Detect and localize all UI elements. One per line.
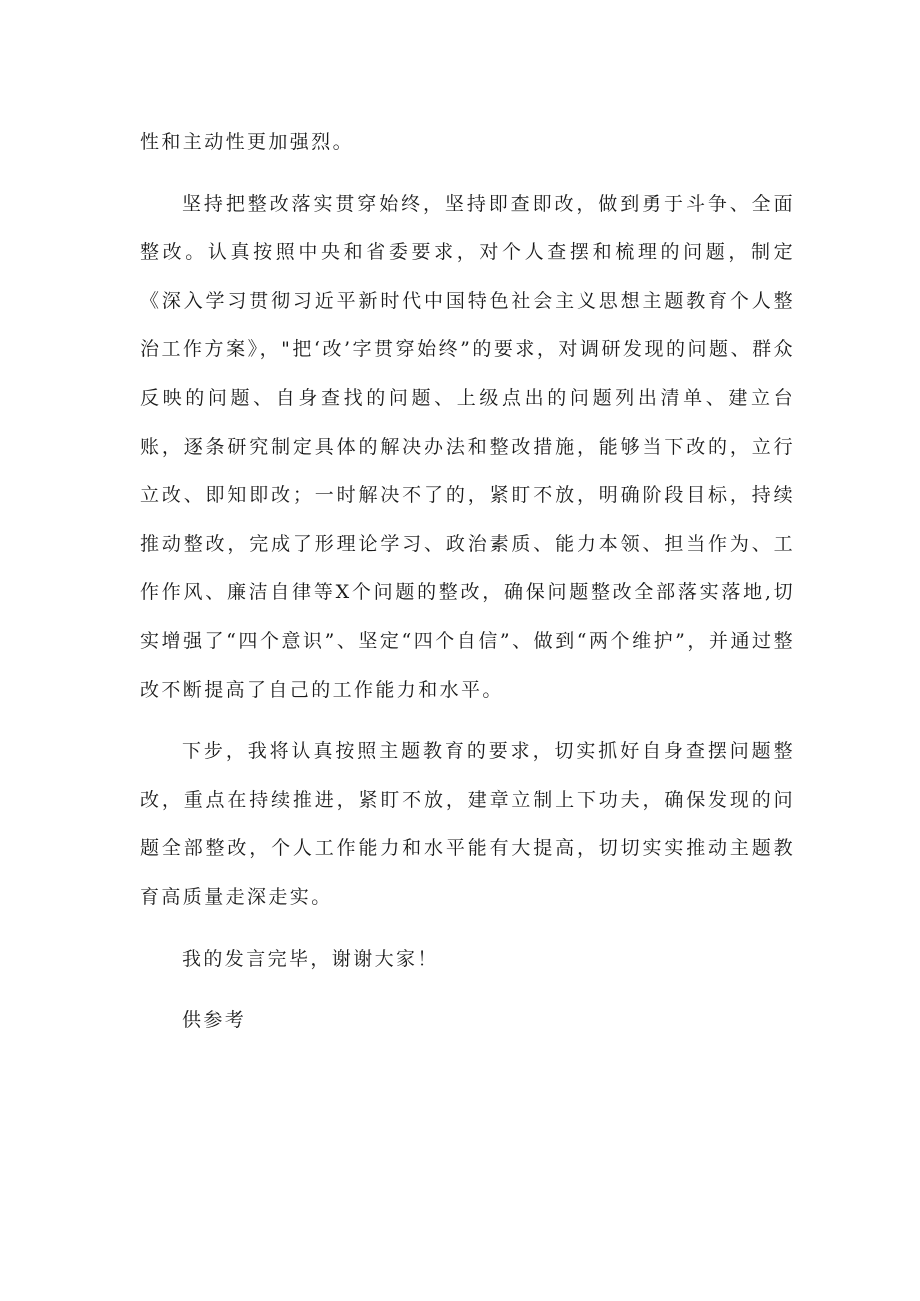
paragraph-next-steps: 下步，我将认真按照主题教育的要求，切实抓好自身查摆问题整改，重点在持续推进，紧盯不放，建章立制上下功夫，确保发现的问题全部整改，个人工作能力和水平能有大提高，切切实实推动主题教育高质量走深走实。 [140,740,795,908]
paragraph-continuation: 性和主动性更加强烈。 [140,131,355,153]
paragraph-closing: 我的发言完毕，谢谢大家！ [182,947,439,970]
paragraph-rectification: 坚持把整改落实贯穿始终，坚持即查即改，做到勇于斗争、全面整改。认真按照中央和省委要求，对个人查摆和梳理的问题，制定《深入学习贯彻习近平新时代中国特色社会主义思想主题教育个人整治工作方案》，"把‘改’字贯穿始终”的要求，对调研发现的问题、群众反映的问题、自身查找的问题、上级点出的问题列出清单、建立台账，逐条研究制定具体的解决办法和整改措施，能够当下改的，立行立改、即知即改；一时解决不了的，紧盯不放，明确阶段目标，持续推动整改，完成了形理论学习、政治素质、能力本领、担当作为、工作作风、廉洁自律等X个问题的整改，确保问题整改全部落实落地,切实增强了“四个意识”、坚定“四个自信”、做到“两个维护”，并通过整改不断提高了自己的工作能力和水平。 [140,192,795,701]
paragraph-reference: 供参考 [182,1009,247,1032]
document-body [140,118,795,1058]
